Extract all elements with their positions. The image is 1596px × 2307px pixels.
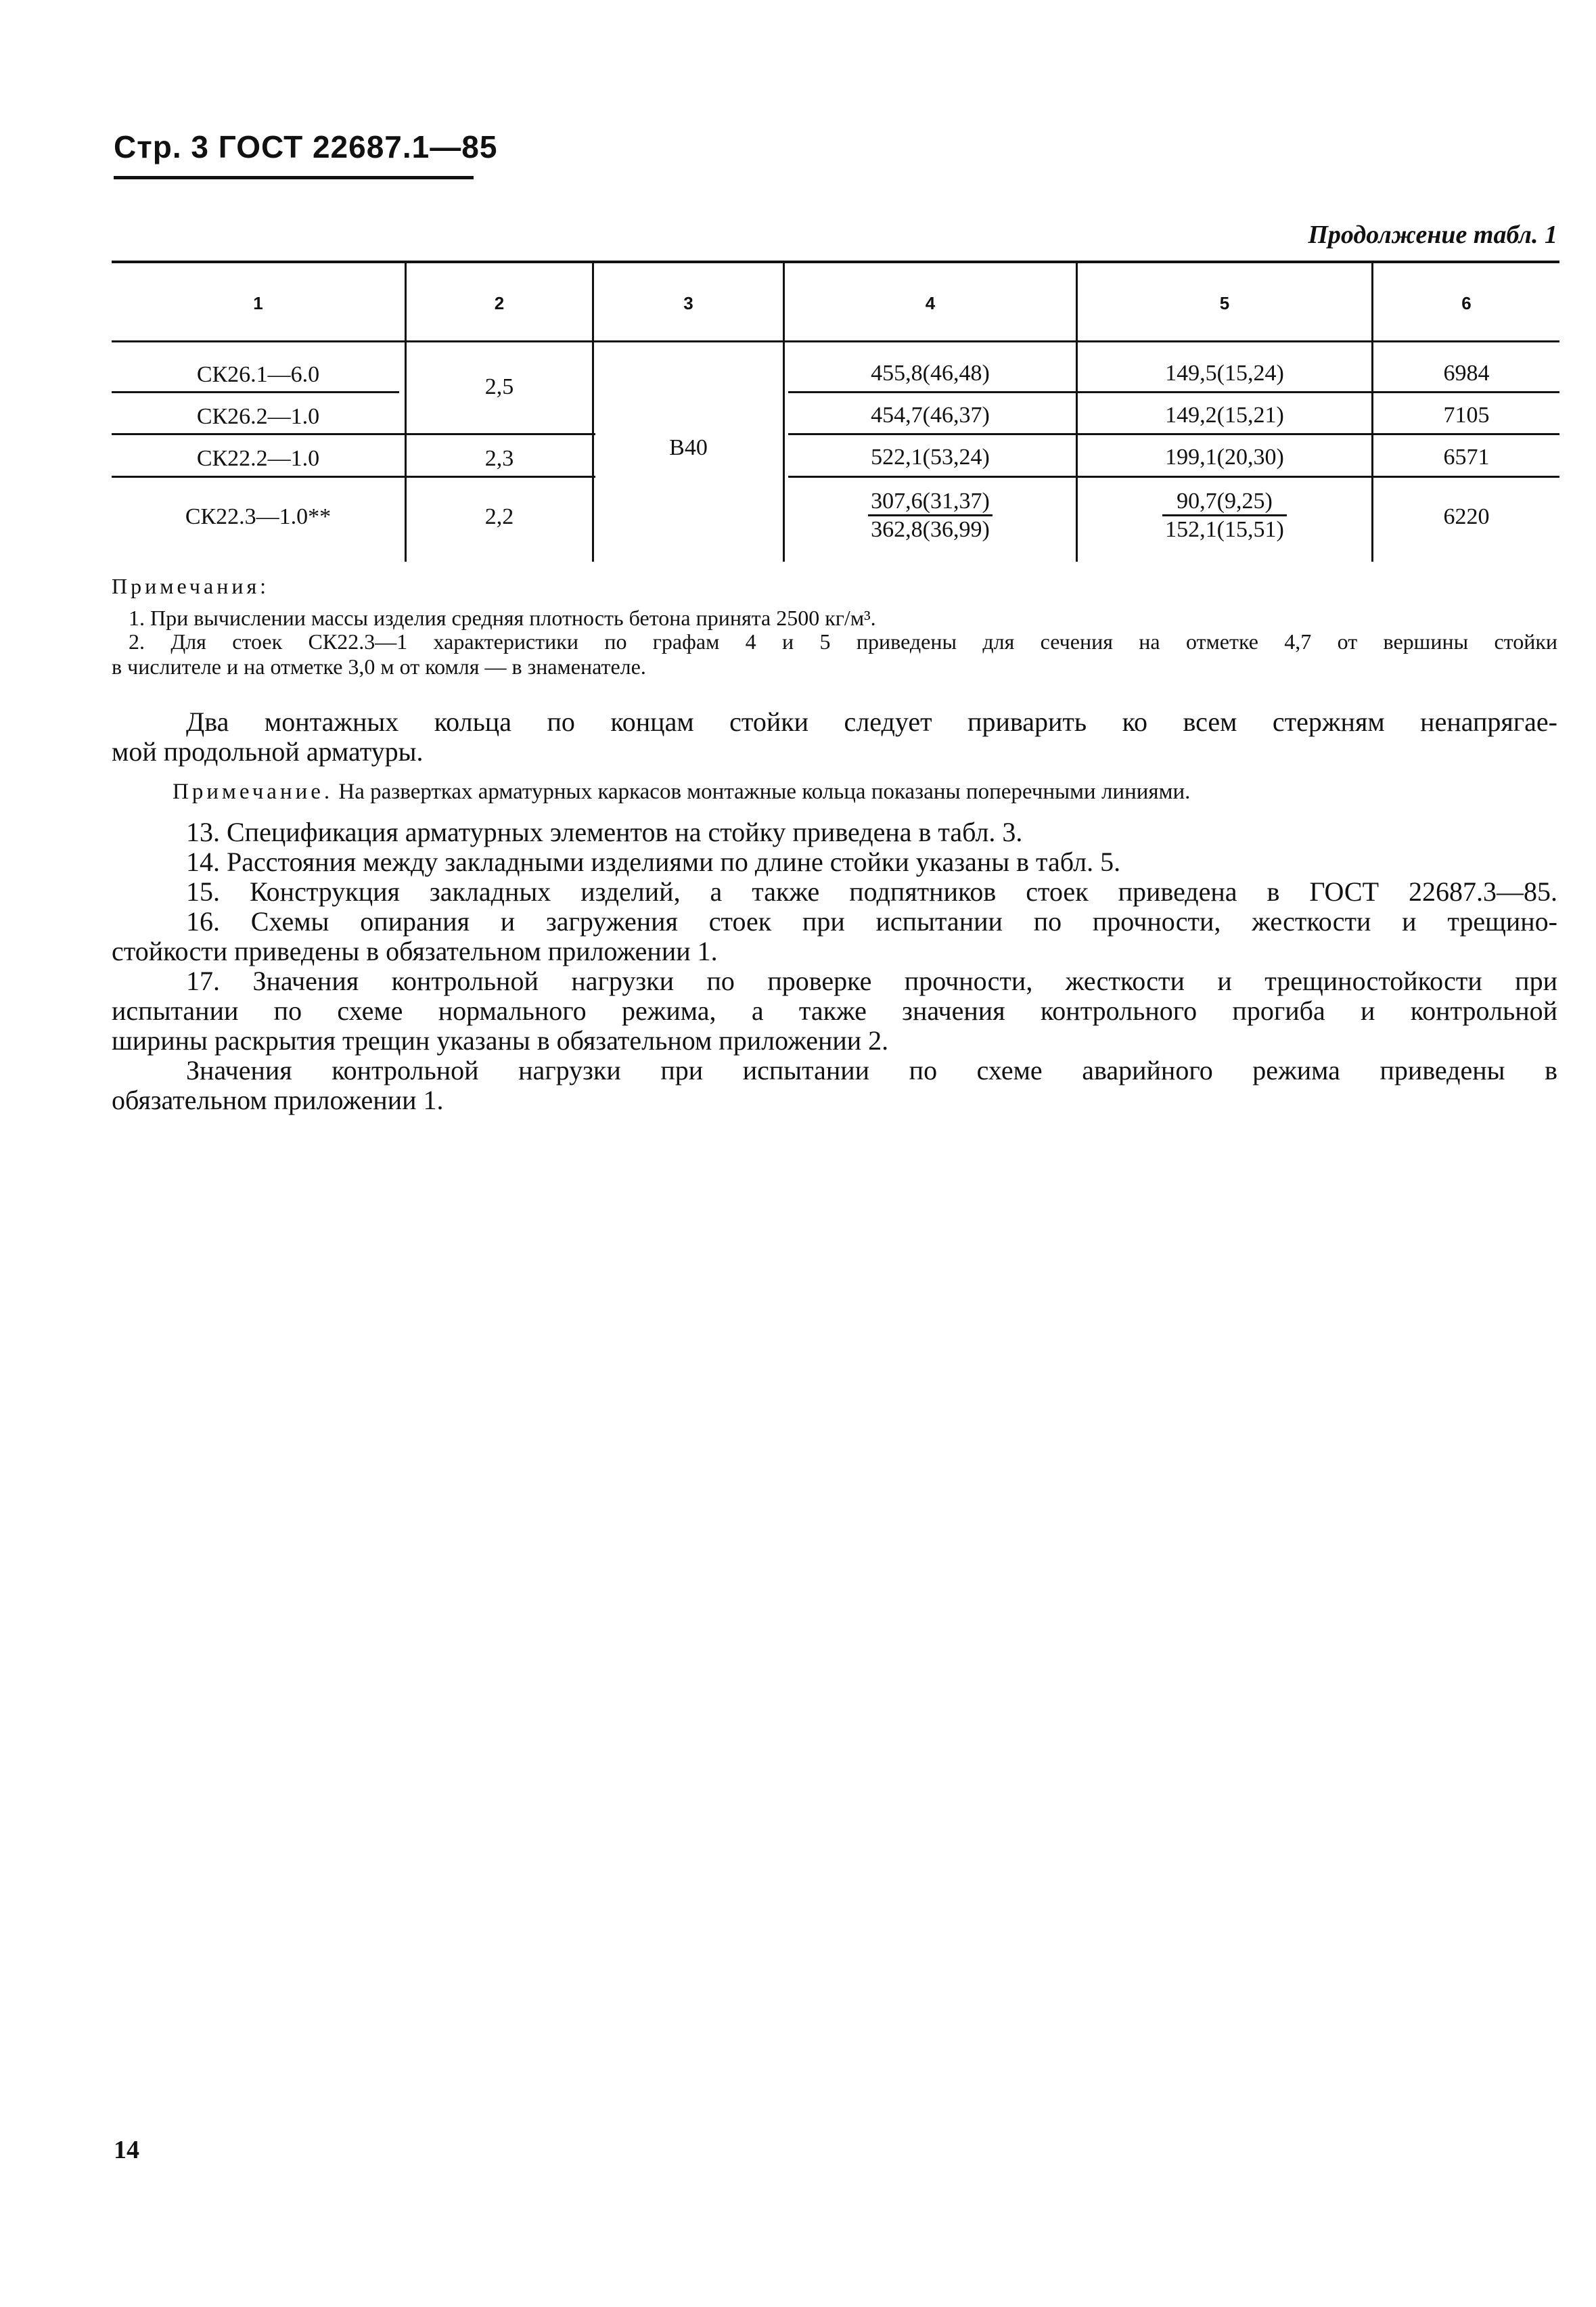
col-number: 2 <box>494 293 505 313</box>
item-17-line-3: ширины раскрытия трещин указаны в обязательном приложении 2. <box>112 1025 889 1056</box>
table-top-rule <box>112 261 1559 263</box>
data-table <box>112 261 1559 565</box>
cell-col4: 522,1(53,24) <box>871 445 990 470</box>
col-number: 3 <box>683 293 693 313</box>
cell-col5-fraction <box>1078 488 1371 543</box>
row-rule <box>788 391 1559 393</box>
row-rule <box>112 433 595 435</box>
item-14: 14. Расстояния между закладными изделиями по длине стойки указаны в табл. 5. <box>186 847 1121 877</box>
row-rule <box>112 476 595 478</box>
paragraph-emergency-line-1: Значения контрольной нагрузки при испытании по схеме аварийного режима приведены в <box>186 1055 1557 1085</box>
paragraph-emergency-line-2: обязательном приложении 1. <box>112 1085 444 1115</box>
cell-col5: 199,1(20,30) <box>1165 445 1284 470</box>
item-16-line-2: стойкости приведены в обязательном приложении 1. <box>112 936 718 966</box>
page-header: Стр. 3 ГОСТ 22687.1—85 <box>114 129 498 164</box>
header-underline <box>114 176 474 179</box>
item-17-line-1: 17. Значения контрольной нагрузки по проверке прочности, жесткости и трещиностойкости при <box>186 966 1557 996</box>
cell-col5: 149,2(15,21) <box>1165 403 1284 428</box>
col-number: 4 <box>925 293 936 313</box>
cell-name: СК22.3—1.0** <box>185 504 332 529</box>
page-number: 14 <box>114 2136 139 2164</box>
note-text: На развертках арматурных каркасов монтажные кольца показаны поперечными линиями. <box>338 780 1191 804</box>
cell-col4: 454,7(46,37) <box>871 403 990 428</box>
cell-col6: 6220 <box>1443 504 1490 529</box>
row-rule <box>788 476 1559 478</box>
note-2-line-1: 2. Для стоек СК22.3—1 характеристики по графам 4 и 5 приведены для сечения на отметке 4,7 от вершины стойки <box>129 629 1557 654</box>
cell-col2: 2,3 <box>484 446 514 471</box>
note-paragraph <box>173 780 1190 805</box>
cell-col2-merged: 2,5 <box>484 374 514 399</box>
note-label: Примечание. <box>173 780 334 804</box>
fraction-numerator: 307,6(31,37) <box>868 488 993 516</box>
note-1: 1. При вычислении массы изделия средняя плотность бетона принята 2500 кг/м³. <box>129 606 876 630</box>
cell-col4-fraction <box>785 488 1076 543</box>
row-rule <box>112 391 399 393</box>
col-number: 6 <box>1461 293 1472 313</box>
item-16-line-1: 16. Схемы опирания и загружения стоек при испытании по прочности, жесткости и трещино- <box>186 906 1557 937</box>
row-rule <box>788 433 1559 435</box>
fraction-denominator: 362,8(36,99) <box>871 517 990 543</box>
cell-col6: 6984 <box>1443 361 1490 386</box>
table-continuation-label: Продолжение табл. 1 <box>1308 221 1557 249</box>
cell-col6: 6571 <box>1443 445 1490 470</box>
cell-col4: 455,8(46,48) <box>871 361 990 386</box>
cell-name: СК26.2—1.0 <box>196 404 320 429</box>
cell-col5: 149,5(15,24) <box>1165 361 1284 386</box>
paragraph-rings-line-2: мой продольной арматуры. <box>112 736 424 767</box>
item-17-line-2: испытании по схеме нормального режима, а также значения контрольного прогиба и контрольной <box>112 995 1557 1026</box>
cell-col3-merged: В40 <box>669 435 708 460</box>
fraction-denominator: 152,1(15,51) <box>1165 517 1284 543</box>
table-header-rule <box>112 340 1559 342</box>
paragraph-rings-line-1: Два монтажных кольца по концам стойки следует приварить ко всем стержням ненапрягае- <box>186 707 1557 737</box>
cell-col6: 7105 <box>1443 403 1490 428</box>
item-15: 15. Конструкция закладных изделий, а также подпятников стоек приведена в ГОСТ 22687.3—85. <box>186 876 1557 907</box>
col-number: 5 <box>1219 293 1230 313</box>
cell-name: СК22.2—1.0 <box>196 446 320 471</box>
cell-name: СК26.1—6.0 <box>196 362 320 387</box>
notes-title: Примечания: <box>112 574 270 598</box>
col-number: 1 <box>253 293 263 313</box>
cell-col2: 2,2 <box>484 504 514 529</box>
fraction-numerator: 90,7(9,25) <box>1162 488 1287 516</box>
item-13: 13. Спецификация арматурных элементов на стойку приведена в табл. 3. <box>186 817 1023 847</box>
note-2-line-2: в числителе и на отметке 3,0 м от комля — в знаменателе. <box>112 654 646 679</box>
